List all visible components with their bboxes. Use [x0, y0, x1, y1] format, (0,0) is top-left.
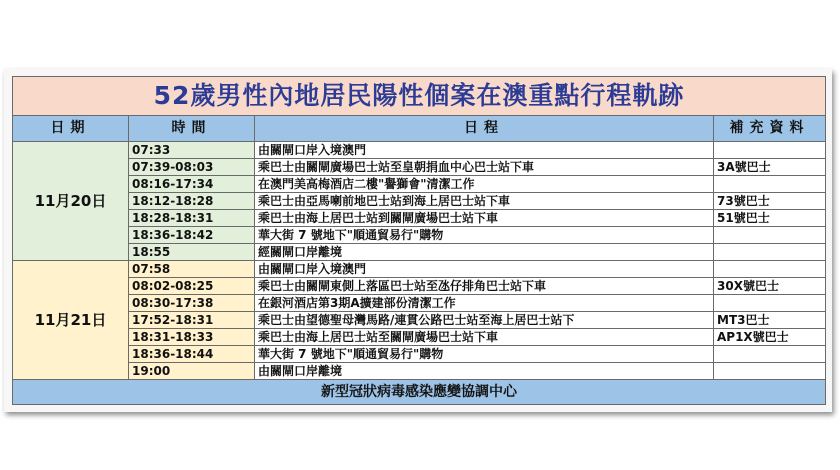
table-row [13, 261, 826, 278]
note-cell: 3A號巴士 [714, 159, 826, 176]
time-cell: 18:31-18:33 [129, 329, 255, 346]
time-cell: 19:00 [129, 363, 255, 380]
page-title: 52歲男性內地居民陽性個案在澳重點行程軌跡 [13, 77, 826, 116]
table-row [13, 329, 826, 346]
table-row [13, 363, 826, 380]
table-row [13, 193, 826, 210]
header-time: 時間 [129, 116, 255, 142]
itinerary-sheet [12, 76, 825, 403]
time-cell: 18:36-18:44 [129, 346, 255, 363]
table-row [13, 176, 826, 193]
note-cell: 51號巴士 [714, 210, 826, 227]
note-cell [714, 261, 826, 278]
table-row [13, 159, 826, 176]
table-header-row [13, 116, 826, 142]
table-row [13, 295, 826, 312]
table-row [13, 346, 826, 363]
itinerary-cell: 乘巴士由關閘廣場巴士站至皇朝捐血中心巴士站下車 [255, 159, 714, 176]
header-itinerary: 日程 [255, 116, 714, 142]
time-cell: 18:55 [129, 244, 255, 261]
time-cell: 08:16-17:34 [129, 176, 255, 193]
table-row [13, 244, 826, 261]
note-cell [714, 227, 826, 244]
time-cell: 18:12-18:28 [129, 193, 255, 210]
time-cell: 07:39-08:03 [129, 159, 255, 176]
note-cell [714, 295, 826, 312]
note-cell: 30X號巴士 [714, 278, 826, 295]
itinerary-cell: 華大街 7 號地下"順通貿易行"購物 [255, 346, 714, 363]
time-cell: 08:30-17:38 [129, 295, 255, 312]
note-cell [714, 176, 826, 193]
header-notes: 補充資料 [714, 116, 826, 142]
itinerary-cell: 在澳門美高梅酒店二樓"譽獅會"清潔工作 [255, 176, 714, 193]
time-cell: 18:36-18:42 [129, 227, 255, 244]
itinerary-cell: 由關閘口岸離境 [255, 363, 714, 380]
table-row [13, 278, 826, 295]
table-row [13, 312, 826, 329]
time-cell: 08:02-08:25 [129, 278, 255, 295]
note-cell: MT3巴士 [714, 312, 826, 329]
table-row [13, 142, 826, 159]
note-cell [714, 346, 826, 363]
itinerary-cell: 乘巴士由海上居巴士站到關閘廣場巴士站下車 [255, 210, 714, 227]
itinerary-cell: 由關閘口岸入境澳門 [255, 261, 714, 278]
itinerary-cell: 經關閘口岸離境 [255, 244, 714, 261]
note-cell: AP1X號巴士 [714, 329, 826, 346]
note-cell: 73號巴士 [714, 193, 826, 210]
itinerary-cell: 由關閘口岸入境澳門 [255, 142, 714, 159]
itinerary-cell: 乘巴士由亞馬喇前地巴士站到海上居巴士站下車 [255, 193, 714, 210]
time-cell: 17:52-18:31 [129, 312, 255, 329]
table-row [13, 210, 826, 227]
itinerary-cell: 在銀河酒店第3期A擴建部份清潔工作 [255, 295, 714, 312]
header-date: 日期 [13, 116, 129, 142]
note-cell [714, 363, 826, 380]
time-cell: 07:58 [129, 261, 255, 278]
itinerary-cell: 乘巴士由關閘東側上落區巴士站至氹仔排角巴士站下車 [255, 278, 714, 295]
itinerary-cell: 乘巴士由海上居巴士站至關閘廣場巴士站下車 [255, 329, 714, 346]
time-cell: 07:33 [129, 142, 255, 159]
table-row [13, 227, 826, 244]
time-cell: 18:28-18:31 [129, 210, 255, 227]
note-cell [714, 244, 826, 261]
date-cell: 11月20日 [13, 142, 129, 261]
itinerary-cell: 乘巴士由望德聖母灣馬路/連貫公路巴士站至海上居巴士站下 [255, 312, 714, 329]
footer-organization: 新型冠狀病毒感染應變協調中心 [13, 380, 826, 405]
itinerary-cell: 華大街 7 號地下"順通貿易行"購物 [255, 227, 714, 244]
itinerary-table [12, 76, 826, 405]
date-cell: 11月21日 [13, 261, 129, 380]
note-cell [714, 142, 826, 159]
